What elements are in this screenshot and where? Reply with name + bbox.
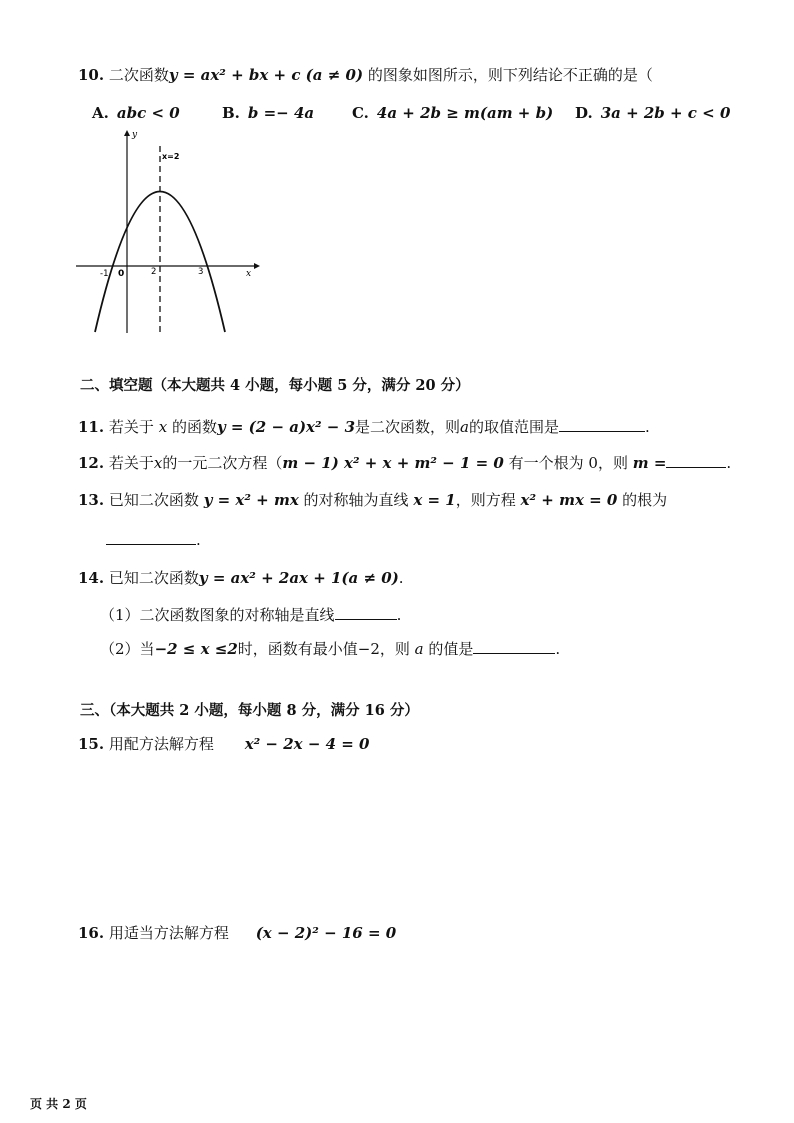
- q14-p1-end: .: [396, 606, 402, 624]
- tick-neg1: -1: [100, 269, 109, 279]
- q10-text-after: 的图象如图所示，则下列结论不正确的是（: [367, 66, 653, 84]
- q16-formula: (x − 2)² − 16 = 0: [255, 924, 397, 942]
- symmetry-label: x=2: [162, 152, 180, 161]
- q14-part-2: [100, 639, 560, 659]
- option-a-expr: abc < 0: [116, 104, 180, 122]
- option-c-label: C.: [352, 104, 369, 122]
- q14-p2-text-3: 的值是: [428, 640, 474, 658]
- option-a-label: A.: [92, 104, 109, 122]
- q11-text-3: 是二次函数，则: [355, 418, 461, 436]
- q13-text-1: 已知二次函数: [108, 491, 199, 509]
- q13-formula-3: x² + mx = 0: [520, 491, 618, 509]
- q11-text-2: 的函数: [171, 418, 217, 436]
- q14-p2-text-2: 时，函数有最小值−2，则: [237, 640, 410, 658]
- x-axis-label: x: [246, 269, 252, 279]
- q13-formula-2: x = 1: [413, 491, 456, 509]
- q12: [78, 453, 731, 473]
- page-footer: 页 共 2 页: [30, 1097, 87, 1111]
- q15-text: 用配方法解方程: [108, 735, 214, 753]
- q10-option-b: [222, 103, 314, 123]
- option-b-label: B.: [222, 104, 240, 122]
- x-axis-arrow: [254, 263, 260, 269]
- q13-answer-line: [106, 530, 201, 550]
- q14-p2-end: .: [555, 640, 561, 658]
- q14-p2-answer-blank[interactable]: [473, 639, 555, 654]
- q12-text-3: 有一个根为 0，则: [508, 454, 628, 472]
- q13-end: .: [196, 531, 201, 549]
- section-3-title: 三、（本大题共 2 小题，每小题 8 分，满分 16 分）: [80, 702, 419, 719]
- q10-option-c: [352, 103, 553, 123]
- q11-var: x: [158, 418, 168, 436]
- q14: [78, 568, 404, 588]
- q15-formula: x² − 2x − 4 = 0: [244, 735, 370, 753]
- q13-formula-1: y = x² + mx: [203, 491, 299, 509]
- tick-0: 0: [118, 269, 125, 279]
- option-d-expr: 3a + 2b + c < 0: [600, 104, 731, 122]
- q15: [78, 734, 370, 754]
- q14-part-1: [100, 605, 401, 625]
- q12-number: 12.: [78, 454, 105, 472]
- q16-text: 用适当方法解方程: [108, 924, 229, 942]
- q14-p2-formula: −2 ≤ x ≤2: [154, 640, 238, 658]
- q12-formula: m − 1) x² + x + m² − 1 = 0: [282, 454, 504, 472]
- q13-text-4: 的根为: [622, 491, 668, 509]
- q14-end: .: [398, 569, 404, 587]
- q11: 11. 若关于 x 的函数y = (2 − a)x² − 3是二次函数，则a的取值范围是 .: [78, 418, 650, 436]
- q10-option-a: [92, 103, 180, 123]
- tick-3: 3: [198, 267, 204, 277]
- q11-number: 11.: [78, 418, 105, 436]
- q14-text-1: 已知二次函数: [108, 569, 199, 587]
- q13-number: 13.: [78, 491, 105, 509]
- q13-answer-blank[interactable]: [106, 530, 196, 545]
- q14-number: 14.: [78, 569, 105, 587]
- y-axis-arrow: [124, 130, 130, 136]
- q13-text-2: 的对称轴为直线: [303, 491, 409, 509]
- q12-text-1: 若关于: [108, 454, 154, 472]
- q10-option-d: [575, 103, 730, 123]
- q11-text-1: 若关于: [108, 418, 154, 436]
- option-b-expr: b =− 4a: [247, 104, 315, 122]
- q13: [78, 490, 667, 510]
- q11-answer-blank[interactable]: [559, 417, 645, 432]
- section-2-title: 二、填空题（本大题共 4 小题，每小题 5 分，满分 20 分）: [80, 377, 470, 394]
- q10-text-before: 二次函数: [108, 66, 169, 84]
- q12-text-2: 的一元二次方程（: [162, 454, 283, 472]
- q14-p1-text: 二次函数图象的对称轴是直线: [139, 606, 335, 624]
- q12-var2: m =: [632, 454, 667, 472]
- y-axis-label: y: [132, 130, 138, 140]
- parabola-graph: [74, 128, 264, 338]
- option-c-expr: 4a + 2b ≥ m(am + b): [376, 104, 554, 122]
- q14-p1-answer-blank[interactable]: [335, 605, 397, 620]
- q14-p2-text-1: 当: [139, 640, 155, 658]
- q10-formula: y = ax² + bx + c (a ≠ 0): [168, 66, 364, 84]
- q12-var: x: [153, 454, 163, 472]
- q16-number: 16.: [78, 924, 105, 942]
- q11-var2: a: [460, 418, 469, 436]
- q13-text-3: ，则方程: [455, 491, 516, 509]
- q14-p2-label: （2）: [100, 640, 140, 658]
- q12-answer-blank[interactable]: [666, 453, 726, 468]
- q10-number: 10.: [78, 66, 105, 84]
- q11-text-4: 的取值范围是: [468, 418, 559, 436]
- q15-number: 15.: [78, 735, 105, 753]
- q14-p2-var: a: [414, 640, 424, 658]
- option-d-label: D.: [575, 104, 593, 122]
- q14-p1-label: （1）: [100, 606, 140, 624]
- q16: [78, 923, 396, 943]
- q10-stem: [78, 65, 653, 85]
- q11-formula: y = (2 − a)x² − 3: [216, 418, 356, 436]
- q14-formula: y = ax² + 2ax + 1(a ≠ 0): [198, 569, 399, 587]
- q12-end: .: [726, 454, 732, 472]
- tick-2: 2: [151, 267, 157, 277]
